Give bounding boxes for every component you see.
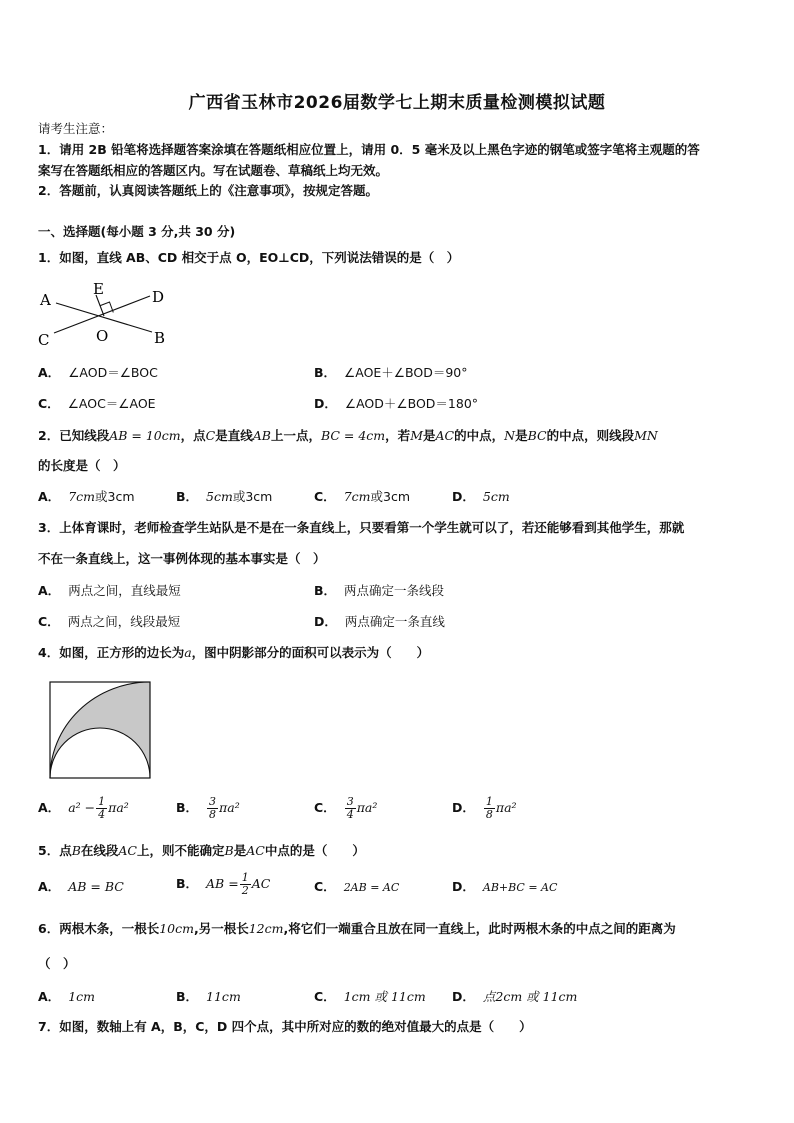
q2-stem-line-2: 的长度是（ ） (38, 458, 126, 473)
q1-option-b[interactable]: B． ∠AOE＋∠BOD＝90° (314, 365, 468, 380)
shaded-region (50, 682, 150, 778)
q2-option-d[interactable]: D． 5cm (452, 489, 510, 504)
q1-figure (34, 278, 174, 350)
label-b: B (154, 329, 166, 347)
section-heading: 一、选择题(每小题 3 分,共 30 分) (38, 224, 236, 239)
q2-stem: 2．已知线段AB = 10cm，点C是直线AB上一点，BC = 4cm，若M是AC的中点，N是BC的中点，则线段MN (38, 428, 658, 443)
q1-option-d[interactable]: D． ∠AOD＋∠BOD＝180° (314, 396, 479, 411)
q7-stem: 7．如图，数轴上有 A，B，C，D 四个点，其中所对应的数的绝对值最大的点是（ ） (38, 1019, 532, 1034)
q6-option-b[interactable]: B． 11cm (176, 989, 241, 1004)
q6-stem: 6．两根木条，一根长10cm,另一根长12cm,将它们一端重合且放在同一直线上，此时两根木条的中点之间的距离为 (38, 921, 676, 936)
q4-figure (47, 680, 153, 781)
q1-option-a[interactable]: A． ∠AOD＝∠BOC (38, 365, 158, 380)
label-a: A (40, 291, 51, 309)
q5-option-a[interactable]: A． AB = BC (38, 879, 124, 894)
q2-option-c[interactable]: C． 7cm或3cm (314, 489, 411, 504)
q4-option-d[interactable]: D． $\frac{1}{8}$ πa² (452, 795, 517, 821)
ray-oe (96, 295, 104, 316)
q6-option-d[interactable]: D． 点2cm 或 11cm (452, 989, 578, 1004)
q5-option-c[interactable]: C． 2AB = AC (314, 879, 400, 894)
label-c: C (38, 331, 50, 349)
q5-option-b[interactable]: B． AB = $\frac{1}{2}$ AC (176, 871, 271, 897)
q3-option-d[interactable]: D． 两点确定一条直线 (314, 614, 445, 629)
q5-option-d[interactable]: D． AB+BC = AC (452, 879, 558, 894)
q5-stem: 5．点B在线段AC上，则不能确定B是AC中点的是（ ） (38, 843, 365, 858)
q3-stem-line-1: 3．上体育课时，老师检查学生站队是不是在一条直线上，只要看第一个学生就可以了，若还能够看到其他学生，那就 (38, 520, 685, 535)
notice-header: 请考生注意： (38, 121, 114, 136)
q6-option-c[interactable]: C． 1cm 或 11cm (314, 989, 426, 1004)
q4-option-c[interactable]: C． $\frac{3}{4}$ πa² (314, 795, 378, 821)
q6-stem-line-2: （ ） (38, 956, 76, 971)
q3-option-b[interactable]: B． 两点确定一条线段 (314, 583, 445, 598)
q2-option-a[interactable]: A． 7cm或3cm (38, 489, 135, 504)
q3-stem-line-2: 不在一条直线上，这一事例体现的基本事实是（ ） (38, 551, 326, 566)
q1-option-c[interactable]: C． ∠AOC＝∠AOE (38, 396, 156, 411)
q1-stem: 1．如图，直线 AB、CD 相交于点 O，EO⊥CD，下列说法错误的是（ ） (38, 250, 460, 265)
label-d: D (152, 288, 165, 306)
label-e: E (93, 280, 104, 298)
q3-option-c[interactable]: C． 两点之间，线段最短 (38, 614, 181, 629)
q4-option-b[interactable]: B． $\frac{3}{8}$ πa² (176, 795, 240, 821)
notice-item-2: 2．答题前，认真阅读答题纸上的《注意事项》，按规定答题。 (38, 183, 378, 198)
q4-stem: 4．如图，正方形的边长为a，图中阴影部分的面积可以表示为（ ） (38, 645, 430, 660)
notice-item-1-line-1: 1．请用 2B 铅笔将选择题答案涂填在答题纸相应位置上，请用 0．5 毫米及以上黑色字迹的钢笔或签字笔将主观题的答 (38, 142, 700, 157)
notice-item-1-line-2: 案写在答题纸相应的答题区内。写在试题卷、草稿纸上均无效。 (38, 163, 389, 178)
q3-option-a[interactable]: A． 两点之间，直线最短 (38, 583, 181, 598)
page-title: 广西省玉林市2026届数学七上期末质量检测模拟试题 (188, 93, 606, 113)
q4-option-a[interactable]: A． a² − $\frac{1}{4}$ πa² (38, 795, 129, 821)
label-o: O (96, 327, 109, 345)
q6-option-a[interactable]: A． 1cm (38, 989, 95, 1004)
q2-option-b[interactable]: B． 5cm或3cm (176, 489, 273, 504)
